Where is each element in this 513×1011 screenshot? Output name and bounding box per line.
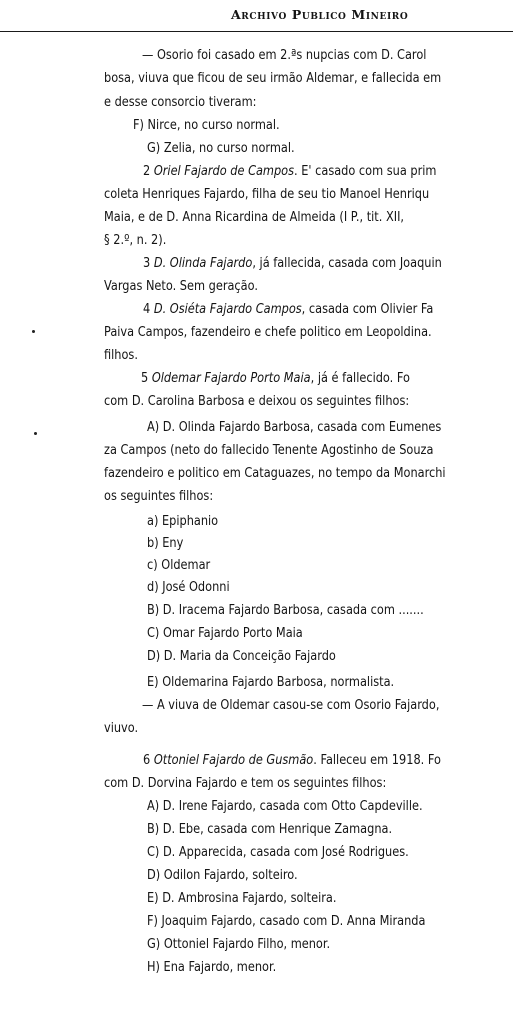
text-line <box>142 697 439 715</box>
running-head-title: Archivo Publico Mineiro <box>231 7 409 22</box>
text-line <box>147 936 330 954</box>
text-line <box>104 488 213 506</box>
text-segment: . E' casado com sua prim <box>294 164 437 179</box>
text-segment: C) D. Apparecida, casada com José Rodrigues. <box>147 845 409 860</box>
text-line <box>104 278 258 296</box>
text-segment: G) Ottoniel Fajardo Filho, menor. <box>147 937 331 952</box>
text-segment: A) D. Irene Fajardo, casada com Otto Capdeville. <box>147 799 423 814</box>
text-segment: filhos. <box>104 348 138 363</box>
text-line <box>143 752 441 770</box>
text-line <box>147 140 295 158</box>
text-line <box>104 94 256 112</box>
text-segment: A) D. Olinda Fajardo Barbosa, casada com Eumenes <box>147 420 442 435</box>
text-line <box>143 255 442 273</box>
page-header <box>0 0 513 32</box>
text-segment: b) Eny <box>147 536 184 551</box>
text-segment: , casada com Olivier Fa <box>301 302 434 317</box>
text-line <box>147 513 218 531</box>
text-line <box>147 557 210 575</box>
text-segment: B) D. Iracema Fajardo Barbosa, casada com ....... <box>147 603 424 618</box>
text-line <box>143 163 436 181</box>
text-line <box>147 625 303 643</box>
text-segment: com D. Dorvina Fajardo e tem os seguintes filhos: <box>104 776 387 791</box>
text-segment: E) D. Ambrosina Fajardo, solteira. <box>147 891 337 906</box>
text-segment: coleta Henriques Fajardo, filha de seu tio Manoel Henriqu <box>104 187 430 202</box>
text-segment: C) Omar Fajardo Porto Maia <box>147 626 303 641</box>
text-line <box>147 798 423 816</box>
text-line <box>104 324 432 342</box>
text-line <box>104 70 441 88</box>
text-segment: B) D. Ebe, casada com Henrique Zamagna. <box>147 822 393 837</box>
text-line <box>147 579 230 597</box>
text-segment: G) Zelia, no curso normal. <box>147 141 295 156</box>
text-segment: — Osorio foi casado em 2.ªs nupcias com D. Carol <box>142 48 427 63</box>
text-segment: Vargas Neto. Sem geração. <box>104 279 258 294</box>
text-line <box>141 370 410 388</box>
text-segment: D) D. Maria da Conceição Fajardo <box>147 649 336 664</box>
text-line <box>147 602 424 620</box>
text-line <box>147 648 336 666</box>
text-segment: , já fallecida, casada com Joaquin <box>252 256 442 271</box>
text-line <box>133 117 280 135</box>
text-segment: os seguintes filhos: <box>104 489 214 504</box>
text-line <box>104 393 409 411</box>
text-line <box>104 232 166 250</box>
text-segment: § 2.º, n. 2). <box>104 233 167 248</box>
text-segment: F) Nirce, no curso normal. <box>133 118 280 133</box>
text-segment: — A viuva de Oldemar casou-se com Osorio Fajardo, <box>142 698 440 713</box>
text-segment: . Falleceu em 1918. Fo <box>313 753 441 768</box>
text-line <box>104 775 386 793</box>
text-segment: bosa, viuva que ficou de seu irmão Aldemar, e fallecida em <box>104 71 442 86</box>
italic-name: D. Osiéta Fajardo Campos <box>153 302 302 317</box>
text-line <box>104 465 446 483</box>
text-line <box>147 959 276 977</box>
text-segment: c) Oldemar <box>147 558 211 573</box>
text-line <box>143 301 433 319</box>
text-segment: 5 <box>141 371 152 386</box>
text-line <box>147 844 409 862</box>
scan-speck <box>32 330 35 333</box>
text-line <box>147 890 336 908</box>
text-line <box>147 913 425 931</box>
text-line <box>142 47 426 65</box>
text-segment: 2 <box>143 164 154 179</box>
text-line <box>104 209 404 227</box>
italic-name: Ottoniel Fajardo de Gusmão <box>153 753 314 768</box>
italic-name: D. Olinda Fajardo <box>153 256 253 271</box>
text-segment: 6 <box>143 753 154 768</box>
text-segment: com D. Carolina Barbosa e deixou os seguintes filhos: <box>104 394 410 409</box>
text-segment: viuvo. <box>104 721 139 736</box>
text-line <box>147 419 441 437</box>
text-line <box>104 442 433 460</box>
text-line <box>147 867 298 885</box>
text-segment: , já é fallecido. Fo <box>310 371 410 386</box>
italic-name: Oriel Fajardo de Campos <box>153 164 295 179</box>
scan-speck <box>34 432 37 435</box>
text-segment: 3 <box>143 256 154 271</box>
text-line <box>147 535 183 553</box>
text-segment: a) Epiphanio <box>147 514 219 529</box>
text-segment: d) José Odonni <box>147 580 230 595</box>
text-segment: e desse consorcio tiveram: <box>104 95 257 110</box>
text-segment: Paiva Campos, fazendeiro e chefe politico em Leopoldina. <box>104 325 432 340</box>
text-line <box>104 720 138 738</box>
text-line <box>147 821 392 839</box>
text-segment: F) Joaquim Fajardo, casado com D. Anna Miranda <box>147 914 426 929</box>
text-segment: fazendeiro e politico em Cataguazes, no tempo da Monarchi <box>104 466 446 481</box>
italic-name: Oldemar Fajardo Porto Maia <box>151 371 311 386</box>
text-segment: E) Oldemarina Fajardo Barbosa, normalista. <box>147 675 395 690</box>
text-segment: D) Odilon Fajardo, solteiro. <box>147 868 298 883</box>
text-segment: za Campos (neto do fallecido Tenente Agostinho de Souza <box>104 443 434 458</box>
text-line <box>104 186 429 204</box>
text-segment: Maia, e de D. Anna Ricardina de Almeida (I P., tit. XII, <box>104 210 405 225</box>
text-line <box>147 674 394 692</box>
text-line <box>104 347 138 365</box>
text-segment: H) Ena Fajardo, menor. <box>147 960 277 975</box>
text-segment: 4 <box>143 302 154 317</box>
